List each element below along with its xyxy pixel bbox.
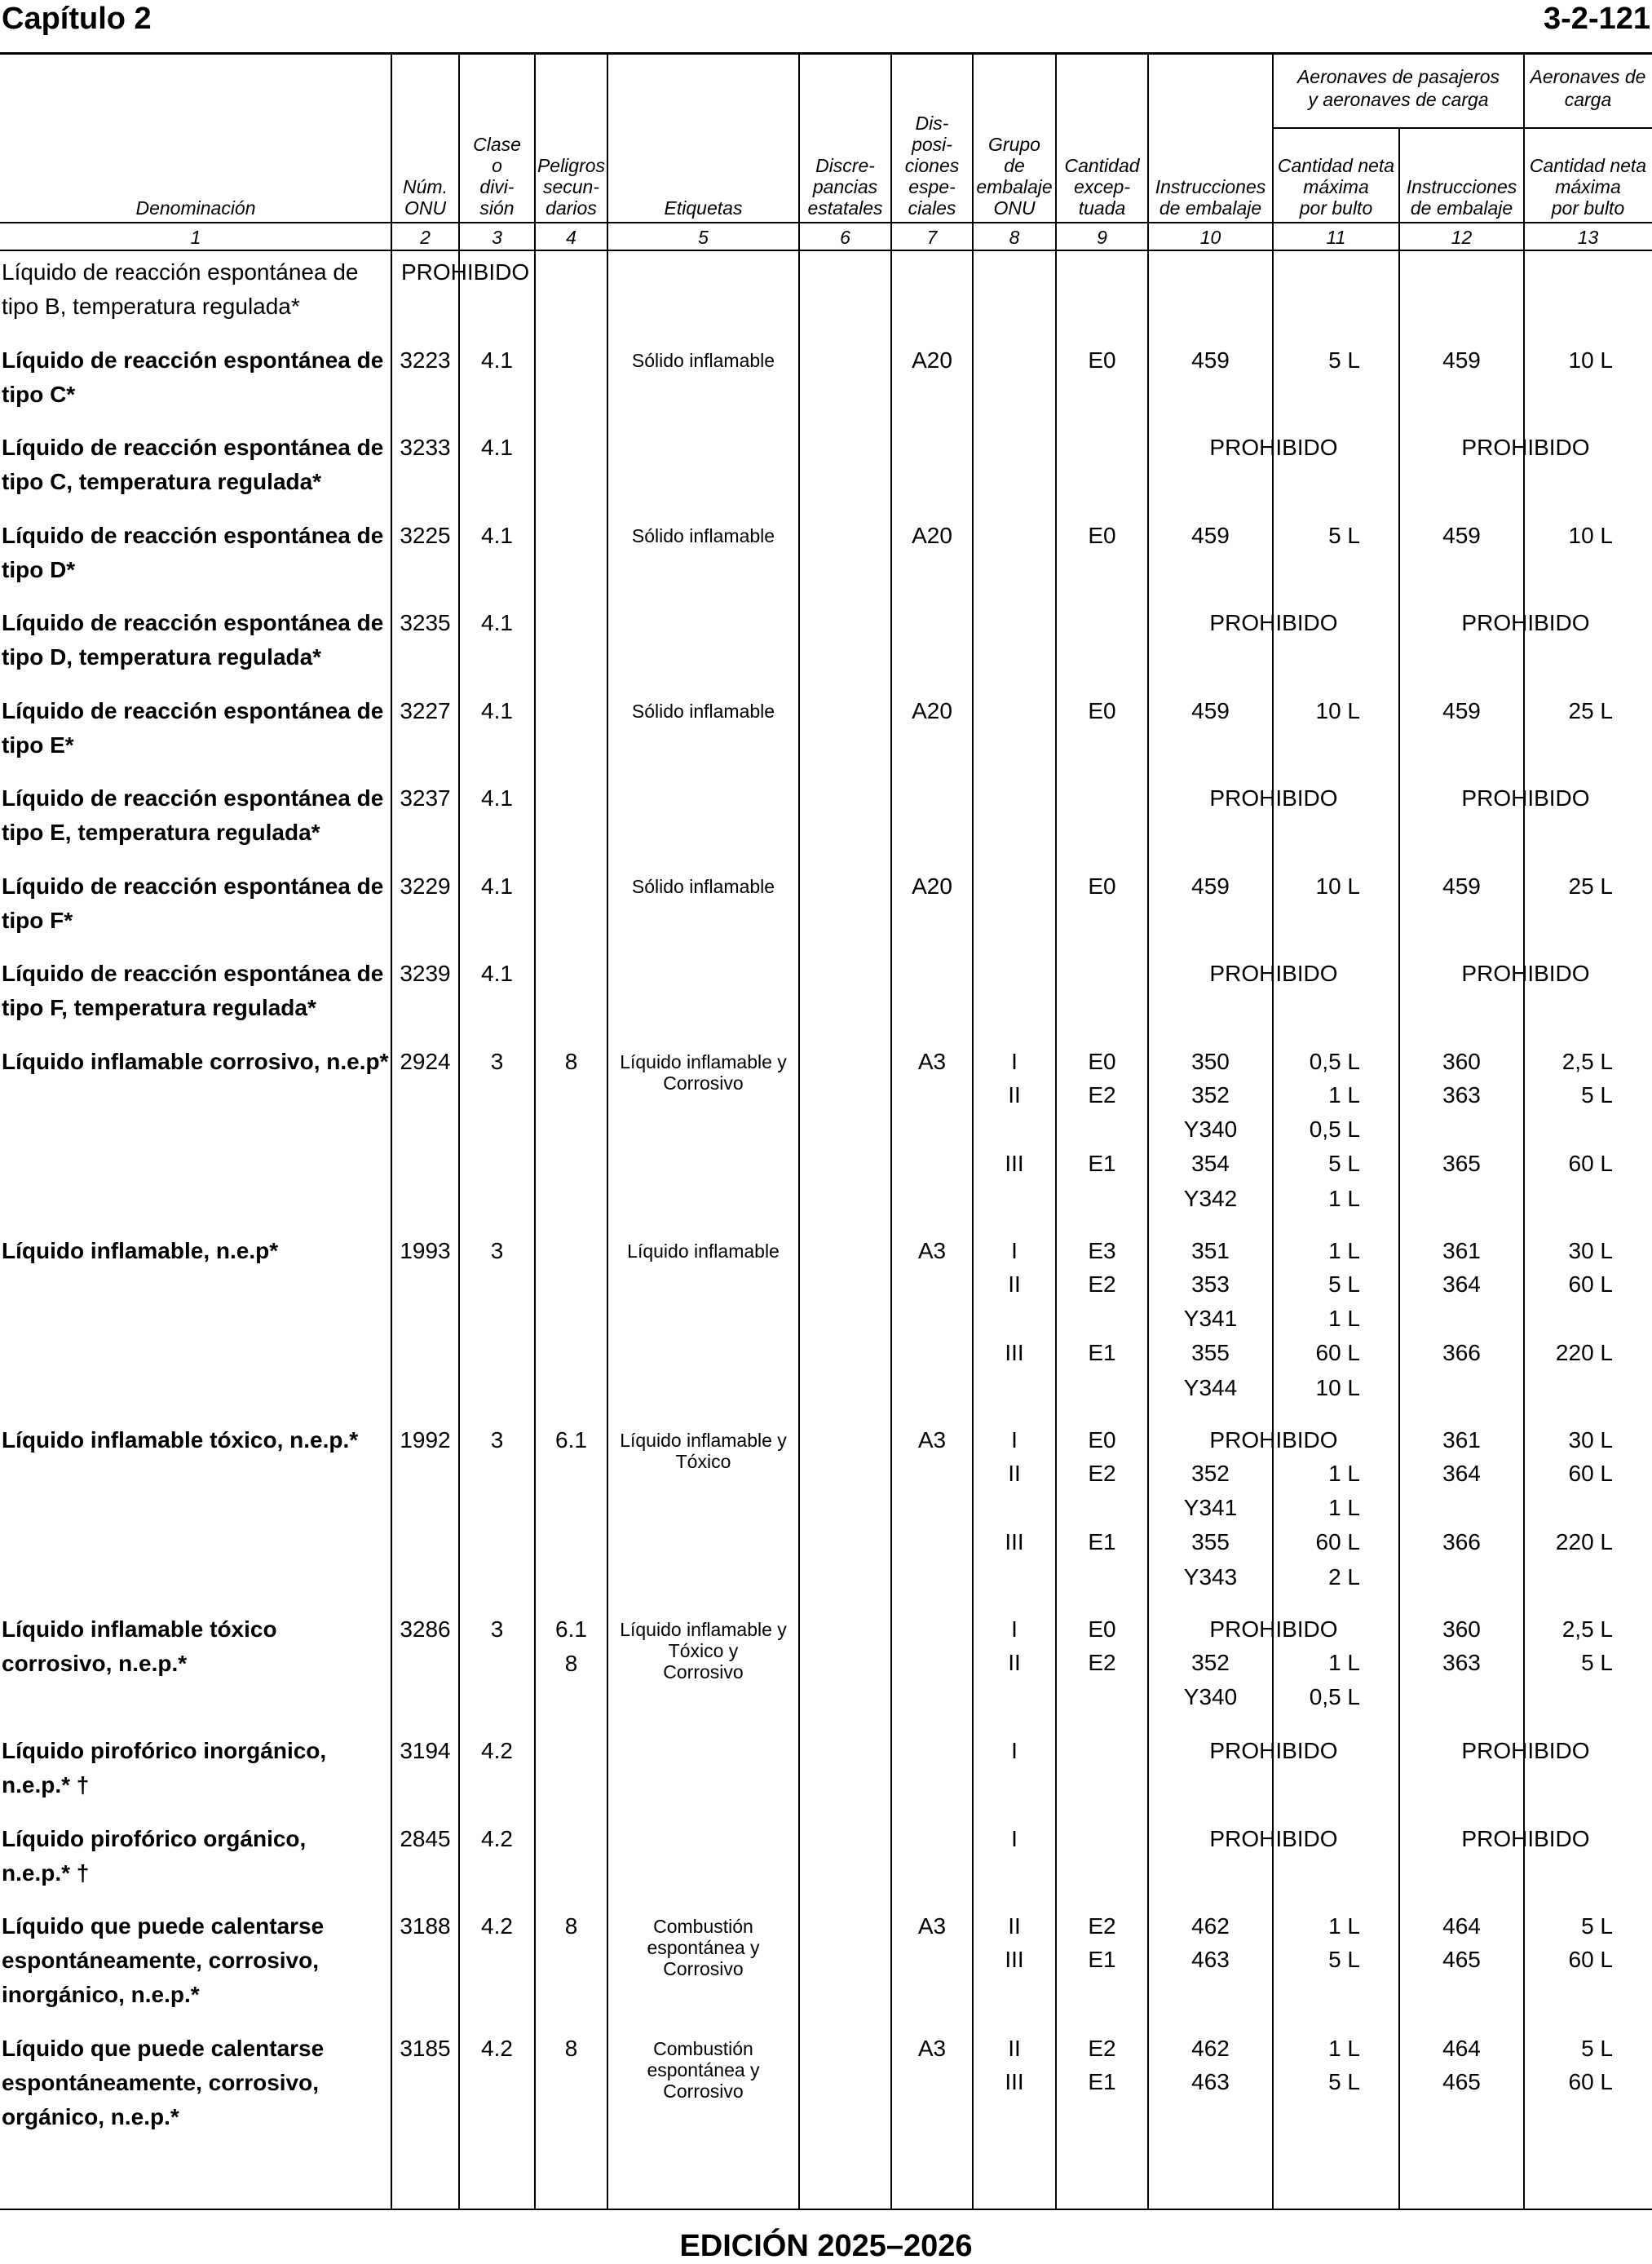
excepted-quantity: E0	[1088, 1049, 1116, 1074]
entry-name: Líquido que puede calentarse espontáneamente, corrosivo, inorgánico, n.e.p.*	[2, 1913, 325, 2007]
secondary-hazard: 8	[564, 1049, 578, 1074]
hazard-label: Líquido inflamable y Tóxico y Corrosivo	[620, 1619, 787, 1683]
column-header-7: Dis- posi- ciones espe- ciales	[904, 113, 960, 219]
un-number: 3233	[400, 435, 451, 460]
packing-instruction-passenger: 350	[1191, 1049, 1230, 1074]
max-net-quantity-passenger: 5 L	[1328, 1947, 1360, 1972]
max-net-quantity-passenger: 0,5 L	[1309, 1049, 1360, 1074]
max-net-quantity-passenger: 1 L	[1328, 1082, 1360, 1108]
prohibited-passenger: PROHIBIDO	[1209, 785, 1338, 811]
packing-group: II	[1008, 1082, 1021, 1108]
packing-group: III	[1005, 1151, 1024, 1176]
special-provision: A3	[917, 1427, 947, 1453]
un-number: 3188	[400, 1913, 451, 1939]
class-division: 3	[490, 1049, 504, 1074]
prohibited-cargo: PROHIBIDO	[1461, 1738, 1590, 1763]
max-net-quantity-passenger: 5 L	[1328, 347, 1360, 373]
packing-instruction-cargo: 459	[1442, 873, 1481, 899]
excepted-quantity: E1	[1088, 2069, 1116, 2094]
column-number: 13	[1577, 227, 1599, 248]
max-net-quantity-passenger: 10 L	[1315, 1375, 1360, 1400]
excepted-quantity: E2	[1088, 1650, 1116, 1675]
class-division: 4.2	[481, 1738, 513, 1763]
max-net-quantity-cargo: 25 L	[1568, 873, 1613, 899]
excepted-quantity: E2	[1088, 2036, 1116, 2061]
max-net-quantity-cargo: 5 L	[1581, 1913, 1613, 1939]
max-net-quantity-passenger: 0,5 L	[1309, 1117, 1360, 1142]
hazard-label: Sólido inflamable	[631, 525, 775, 546]
column-number: 10	[1199, 227, 1221, 248]
packing-instruction-passenger: 463	[1191, 1947, 1230, 1972]
packing-group: III	[1005, 2069, 1024, 2094]
aircraft-group-cargo: Aeronaves de carga	[1530, 66, 1646, 110]
class-division: 4.2	[481, 2036, 513, 2061]
class-division: 4.1	[481, 347, 513, 373]
excepted-quantity: E0	[1088, 523, 1116, 548]
column-header-1: Denominación	[135, 197, 256, 219]
packing-instruction-cargo: 363	[1442, 1082, 1481, 1108]
column-header-10: Instrucciones de embalaje	[1155, 176, 1266, 219]
special-provision: A3	[917, 2036, 947, 2061]
packing-instruction-cargo: 360	[1442, 1049, 1481, 1074]
packing-instruction-passenger: 459	[1191, 698, 1230, 723]
entry-name: Líquido inflamable tóxico corrosivo, n.e.p.*	[2, 1616, 277, 1676]
max-net-quantity-passenger: 60 L	[1315, 1529, 1360, 1554]
max-net-quantity-cargo: 60 L	[1568, 1151, 1613, 1176]
special-provision: A20	[912, 523, 952, 548]
max-net-quantity-passenger: 1 L	[1328, 1238, 1360, 1263]
secondary-hazard: 6.1 8	[555, 1616, 587, 1676]
packing-instruction-passenger: Y340	[1183, 1117, 1238, 1142]
excepted-quantity: E2	[1088, 1461, 1116, 1486]
max-net-quantity-cargo: 10 L	[1568, 523, 1613, 548]
packing-instruction-passenger: 459	[1191, 873, 1230, 899]
special-provision: A20	[912, 873, 952, 899]
table-bottom-rule	[0, 2209, 1652, 2210]
packing-instruction-passenger: 459	[1191, 347, 1230, 373]
entry-name: Líquido que puede calentarse espontáneamente, corrosivo, orgánico, n.e.p.*	[2, 2036, 325, 2129]
page-number: 3-2-121	[1544, 2, 1650, 36]
max-net-quantity-passenger: 2 L	[1328, 1564, 1360, 1590]
entry-name: Líquido pirofórico orgánico, n.e.p.* †	[2, 1826, 307, 1886]
packing-instruction-passenger: 352	[1191, 1650, 1230, 1675]
excepted-quantity: E0	[1088, 1616, 1116, 1642]
hazard-label: Líquido inflamable y Corrosivo	[620, 1051, 787, 1094]
packing-instruction-cargo: 363	[1442, 1650, 1481, 1675]
packing-group: I	[1011, 1826, 1018, 1851]
packing-instruction-passenger: 462	[1191, 2036, 1230, 2061]
hazard-label: Combustión espontánea y Corrosivo	[647, 2038, 760, 2102]
column-number: 6	[840, 227, 850, 248]
packing-group: I	[1011, 1738, 1018, 1763]
secondary-hazard: 8	[564, 2036, 578, 2061]
packing-group: II	[1008, 1461, 1021, 1486]
max-net-quantity-cargo: 5 L	[1581, 1082, 1613, 1108]
packing-group: II	[1008, 2036, 1021, 2061]
special-provision: A3	[917, 1238, 947, 1263]
hazard-label: Líquido inflamable	[627, 1240, 780, 1262]
hazard-label: Sólido inflamable	[631, 876, 775, 897]
column-number: 12	[1451, 227, 1473, 248]
packing-instruction-cargo: 360	[1442, 1616, 1481, 1642]
packing-instruction-cargo: 459	[1442, 347, 1481, 373]
max-net-quantity-cargo: 10 L	[1568, 347, 1613, 373]
excepted-quantity: E2	[1088, 1271, 1116, 1297]
column-number-rule	[0, 250, 1652, 251]
packing-instruction-cargo: 464	[1442, 2036, 1481, 2061]
entry-name: Líquido pirofórico inorgánico, n.e.p.* †	[2, 1738, 327, 1797]
class-division: 3	[490, 1427, 504, 1453]
max-net-quantity-passenger: 0,5 L	[1309, 1684, 1360, 1709]
entry-name: Líquido de reacción espontánea de tipo F, temperatura regulada*	[2, 961, 384, 1020]
prohibited-cargo: PROHIBIDO	[1461, 435, 1590, 460]
max-net-quantity-passenger: 1 L	[1328, 1650, 1360, 1675]
max-net-quantity-cargo: 220 L	[1555, 1529, 1613, 1554]
prohibited-passenger: PROHIBIDO	[1209, 1427, 1338, 1453]
class-division: 4.1	[481, 785, 513, 811]
max-net-quantity-cargo: 2,5 L	[1561, 1616, 1613, 1642]
prohibited-passenger: PROHIBIDO	[1209, 435, 1338, 460]
excepted-quantity: E0	[1088, 698, 1116, 723]
entry-name: Líquido inflamable corrosivo, n.e.p*	[2, 1049, 389, 1074]
hazard-label: Sólido inflamable	[631, 701, 775, 722]
max-net-quantity-passenger: 5 L	[1328, 1151, 1360, 1176]
packing-group: III	[1005, 1529, 1024, 1554]
entry-name: Líquido de reacción espontánea de tipo D, temperatura regulada*	[2, 610, 384, 670]
prohibited-passenger: PROHIBIDO	[1209, 610, 1338, 635]
column-header-6: Discre- pancias estatales	[807, 155, 883, 219]
secondary-hazard: 6.1	[555, 1427, 587, 1453]
packing-instruction-passenger: 352	[1191, 1461, 1230, 1486]
class-division: 4.1	[481, 435, 513, 460]
un-number: 3286	[400, 1616, 451, 1642]
class-division: 4.1	[481, 523, 513, 548]
packing-instruction-passenger: Y341	[1183, 1495, 1238, 1520]
packing-instruction-cargo: 361	[1442, 1238, 1481, 1263]
edition-footer: EDICIÓN 2025–2026	[679, 2229, 973, 2263]
packing-group: I	[1011, 1427, 1018, 1453]
column-number: 1	[190, 227, 201, 248]
class-division: 4.1	[481, 873, 513, 899]
entry-name: Líquido de reacción espontánea de tipo E*	[2, 698, 384, 758]
un-number: 3225	[400, 523, 451, 548]
special-provision: A20	[912, 698, 952, 723]
packing-instruction-passenger: Y344	[1183, 1375, 1238, 1400]
packing-instruction-passenger: 462	[1191, 1913, 1230, 1939]
packing-instruction-passenger: 351	[1191, 1238, 1230, 1263]
excepted-quantity: E2	[1088, 1082, 1116, 1108]
column-number: 9	[1097, 227, 1107, 248]
packing-instruction-passenger: Y341	[1183, 1306, 1238, 1331]
column-header-3: Clase o divi- sión	[473, 134, 521, 219]
un-number: 3229	[400, 873, 451, 899]
prohibited-cargo: PROHIBIDO	[1461, 1826, 1590, 1851]
class-division: 4.2	[481, 1826, 513, 1851]
packing-instruction-passenger: Y342	[1183, 1186, 1238, 1211]
column-number: 4	[566, 227, 576, 248]
chapter-title: Capítulo 2	[2, 2, 152, 36]
entry-name: Líquido de reacción espontánea de tipo F*	[2, 873, 384, 933]
class-division: 4.1	[481, 610, 513, 635]
packing-group: I	[1011, 1238, 1018, 1263]
max-net-quantity-cargo: 25 L	[1568, 698, 1613, 723]
entry-name: Líquido inflamable, n.e.p*	[2, 1238, 279, 1263]
column-header-5: Etiquetas	[664, 197, 743, 219]
packing-group: II	[1008, 1650, 1021, 1675]
column-divider	[607, 54, 608, 2209]
column-number: 2	[420, 227, 431, 248]
max-net-quantity-passenger: 1 L	[1328, 1306, 1360, 1331]
column-divider	[798, 54, 800, 2209]
entry-name: Líquido de reacción espontánea de tipo C, temperatura regulada*	[2, 435, 384, 494]
packing-instruction-cargo: 465	[1442, 1947, 1481, 1972]
packing-group: II	[1008, 1271, 1021, 1297]
prohibited-all: PROHIBIDO	[401, 259, 530, 285]
special-provision: A3	[917, 1049, 947, 1074]
packing-instruction-passenger: Y343	[1183, 1564, 1238, 1590]
prohibited-passenger: PROHIBIDO	[1209, 1826, 1338, 1851]
max-net-quantity-passenger: 10 L	[1315, 873, 1360, 899]
max-net-quantity-cargo: 30 L	[1568, 1427, 1613, 1453]
excepted-quantity: E0	[1088, 1427, 1116, 1453]
secondary-hazard: 8	[564, 1913, 578, 1939]
un-number: 1992	[400, 1427, 451, 1453]
packing-instruction-cargo: 364	[1442, 1271, 1481, 1297]
max-net-quantity-cargo: 60 L	[1568, 1947, 1613, 1972]
hazard-label: Líquido inflamable y Tóxico	[620, 1430, 787, 1472]
packing-group: III	[1005, 1947, 1024, 1972]
packing-group: III	[1005, 1340, 1024, 1365]
max-net-quantity-passenger: 60 L	[1315, 1340, 1360, 1365]
prohibited-cargo: PROHIBIDO	[1461, 785, 1590, 811]
max-net-quantity-passenger: 1 L	[1328, 2036, 1360, 2061]
class-division: 3	[490, 1616, 504, 1642]
max-net-quantity-cargo: 220 L	[1555, 1340, 1613, 1365]
max-net-quantity-cargo: 60 L	[1568, 1461, 1613, 1486]
hazard-label: Sólido inflamable	[631, 350, 775, 371]
prohibited-cargo: PROHIBIDO	[1461, 610, 1590, 635]
special-provision: A20	[912, 347, 952, 373]
max-net-quantity-cargo: 5 L	[1581, 2036, 1613, 2061]
un-number: 2924	[400, 1049, 451, 1074]
prohibited-passenger: PROHIBIDO	[1209, 1616, 1338, 1642]
aircraft-group-passenger: Aeronaves de pasajeros y aeronaves de carga	[1296, 66, 1500, 110]
column-header-9: Cantidad excep- tuada	[1064, 155, 1140, 219]
class-division: 3	[490, 1238, 504, 1263]
max-net-quantity-cargo: 30 L	[1568, 1238, 1613, 1263]
excepted-quantity: E0	[1088, 873, 1116, 899]
packing-instruction-passenger: 355	[1191, 1529, 1230, 1554]
max-net-quantity-passenger: 1 L	[1328, 1461, 1360, 1486]
packing-instruction-passenger: 353	[1191, 1271, 1230, 1297]
max-net-quantity-passenger: 1 L	[1328, 1913, 1360, 1939]
packing-group: II	[1008, 1913, 1021, 1939]
column-number: 11	[1326, 227, 1346, 248]
packing-instruction-cargo: 365	[1442, 1151, 1481, 1176]
entry-name: Líquido inflamable tóxico, n.e.p.*	[2, 1427, 359, 1453]
hazard-label: Combustión espontánea y Corrosivo	[647, 1916, 760, 1979]
column-header-12: Instrucciones de embalaje	[1406, 176, 1517, 219]
packing-instruction-cargo: 366	[1442, 1529, 1481, 1554]
entry-name: Líquido de reacción espontánea de tipo C*	[2, 347, 384, 407]
un-number: 3237	[400, 785, 451, 811]
column-header-8: Grupo de embalaje ONU	[976, 134, 1053, 219]
excepted-quantity: E0	[1088, 347, 1116, 373]
class-division: 4.1	[481, 698, 513, 723]
column-number: 5	[698, 227, 709, 248]
packing-instruction-passenger: 352	[1191, 1082, 1230, 1108]
packing-instruction-cargo: 364	[1442, 1461, 1481, 1486]
un-number: 3194	[400, 1738, 451, 1763]
max-net-quantity-passenger: 5 L	[1328, 2069, 1360, 2094]
entry-name: Líquido de reacción espontánea de tipo E, temperatura regulada*	[2, 785, 384, 845]
packing-instruction-passenger: Y340	[1183, 1684, 1238, 1709]
un-number: 3235	[400, 610, 451, 635]
entry-name: Líquido de reacción espontánea de tipo D*	[2, 523, 384, 582]
prohibited-cargo: PROHIBIDO	[1461, 961, 1590, 986]
prohibited-passenger: PROHIBIDO	[1209, 1738, 1338, 1763]
max-net-quantity-cargo: 2,5 L	[1561, 1049, 1613, 1074]
packing-group: I	[1011, 1049, 1018, 1074]
excepted-quantity: E2	[1088, 1913, 1116, 1939]
packing-instruction-cargo: 464	[1442, 1913, 1481, 1939]
max-net-quantity-passenger: 10 L	[1315, 698, 1360, 723]
packing-instruction-passenger: 355	[1191, 1340, 1230, 1365]
max-net-quantity-passenger: 5 L	[1328, 1271, 1360, 1297]
packing-instruction-cargo: 366	[1442, 1340, 1481, 1365]
packing-instruction-passenger: 459	[1191, 523, 1230, 548]
packing-instruction-passenger: 463	[1191, 2069, 1230, 2094]
excepted-quantity: E3	[1088, 1238, 1116, 1263]
max-net-quantity-passenger: 1 L	[1328, 1495, 1360, 1520]
excepted-quantity: E1	[1088, 1529, 1116, 1554]
class-division: 4.1	[481, 961, 513, 986]
column-number: 7	[926, 227, 938, 248]
column-header-2: Núm. ONU	[403, 176, 448, 219]
column-header-13: Cantidad neta máxima por bulto	[1529, 155, 1647, 219]
packing-group: I	[1011, 1616, 1018, 1642]
un-number: 3185	[400, 2036, 451, 2061]
special-provision: A3	[917, 1913, 947, 1939]
max-net-quantity-cargo: 5 L	[1581, 1650, 1613, 1675]
prohibited-passenger: PROHIBIDO	[1209, 961, 1338, 986]
class-division: 4.2	[481, 1913, 513, 1939]
max-net-quantity-cargo: 60 L	[1568, 2069, 1613, 2094]
excepted-quantity: E1	[1088, 1947, 1116, 1972]
excepted-quantity: E1	[1088, 1151, 1116, 1176]
un-number: 3239	[400, 961, 451, 986]
packing-instruction-cargo: 459	[1442, 523, 1481, 548]
packing-instruction-cargo: 465	[1442, 2069, 1481, 2094]
un-number: 1993	[400, 1238, 451, 1263]
packing-instruction-cargo: 459	[1442, 698, 1481, 723]
max-net-quantity-cargo: 60 L	[1568, 1271, 1613, 1297]
un-number: 3223	[400, 347, 451, 373]
table-top-rule	[0, 52, 1652, 55]
column-header-4: Peligros secun- darios	[537, 155, 606, 219]
max-net-quantity-passenger: 1 L	[1328, 1186, 1360, 1211]
un-number: 3227	[400, 698, 451, 723]
column-number: 8	[1009, 227, 1020, 248]
excepted-quantity: E1	[1088, 1340, 1116, 1365]
packing-instruction-passenger: 354	[1191, 1151, 1230, 1176]
packing-instruction-cargo: 361	[1442, 1427, 1481, 1453]
column-number: 3	[492, 227, 502, 248]
un-number: 2845	[400, 1826, 451, 1851]
entry-name: Líquido de reacción espontánea de tipo B, temperatura regulada*	[2, 259, 359, 319]
max-net-quantity-passenger: 5 L	[1328, 523, 1360, 548]
column-header-11: Cantidad neta máxima por bulto	[1277, 155, 1395, 219]
header-bottom-rule	[0, 222, 1652, 223]
aircraft-group-rule	[1273, 127, 1652, 129]
